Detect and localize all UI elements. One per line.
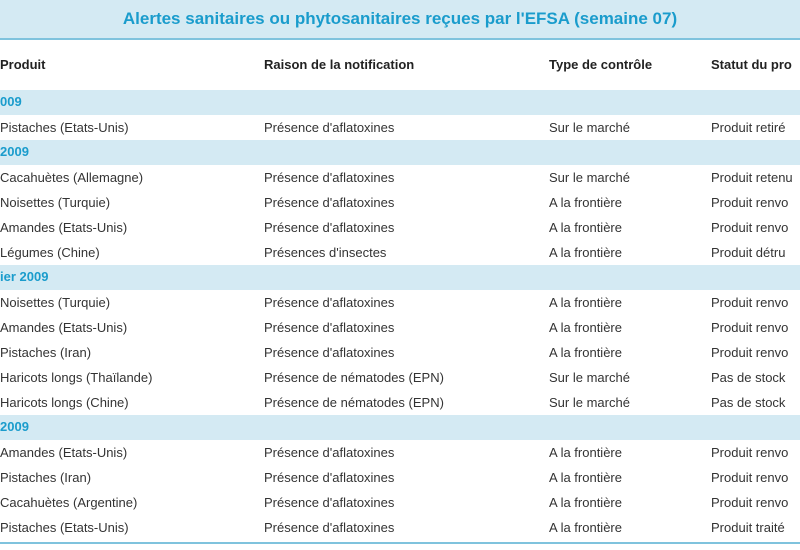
cell-produit: Pistaches (Iran) — [0, 345, 92, 360]
cell-statut: Produit renvo — [711, 195, 789, 210]
table-title — [0, 0, 800, 40]
cell-produit: Cacahuètes (Argentine) — [0, 495, 138, 510]
cell-produit: Amandes (Etats-Unis) — [0, 320, 128, 335]
section-row — [0, 140, 800, 165]
table-row — [0, 515, 800, 540]
cell-type: Sur le marché — [549, 370, 630, 385]
cell-type: A la frontière — [549, 470, 622, 485]
cell-raison: Présence d'aflatoxines — [264, 195, 395, 210]
section-row — [0, 415, 800, 440]
cell-produit: Pistaches (Iran) — [0, 470, 92, 485]
table-row — [0, 340, 800, 365]
table-row — [0, 465, 800, 490]
cell-raison: Présence d'aflatoxines — [264, 520, 395, 535]
cell-statut: Produit retiré — [711, 120, 786, 135]
section-label: 009 — [0, 94, 22, 109]
cell-raison: Présence d'aflatoxines — [264, 120, 395, 135]
table-bottom-border — [0, 542, 800, 544]
cell-produit: Cacahuètes (Allemagne) — [0, 170, 144, 185]
table-title-text: Alertes sanitaires ou phytosanitaires reçues par l'EFSA (semaine 07) — [122, 9, 678, 28]
cell-produit: Pistaches (Etats-Unis) — [0, 520, 129, 535]
cell-type: A la frontière — [549, 195, 622, 210]
header-statut: Statut du pro — [711, 57, 792, 72]
cell-raison: Présence d'aflatoxines — [264, 220, 395, 235]
cell-statut: Produit renvo — [711, 495, 789, 510]
cell-produit: Pistaches (Etats-Unis) — [0, 120, 129, 135]
section-label: ier 2009 — [0, 269, 49, 284]
cell-produit: Amandes (Etats-Unis) — [0, 445, 128, 460]
cell-raison: Présence d'aflatoxines — [264, 445, 395, 460]
cell-type: A la frontière — [549, 495, 622, 510]
cell-raison: Présence d'aflatoxines — [264, 495, 395, 510]
cell-type: A la frontière — [549, 245, 622, 260]
cell-statut: Produit traité — [711, 520, 785, 535]
cell-statut: Produit renvo — [711, 345, 789, 360]
cell-type: Sur le marché — [549, 120, 630, 135]
cell-type: A la frontière — [549, 220, 622, 235]
cell-statut: Produit renvo — [711, 295, 789, 310]
cell-raison: Présence d'aflatoxines — [264, 320, 395, 335]
table-row — [0, 190, 800, 215]
cell-statut: Produit détru — [711, 245, 786, 260]
table-row — [0, 165, 800, 190]
table-row — [0, 115, 800, 140]
cell-type: A la frontière — [549, 445, 622, 460]
cell-produit: Noisettes (Turquie) — [0, 295, 111, 310]
cell-type: Sur le marché — [549, 395, 630, 410]
cell-raison: Présence d'aflatoxines — [264, 295, 395, 310]
cell-statut: Produit retenu — [711, 170, 793, 185]
cell-type: A la frontière — [549, 320, 622, 335]
table-row — [0, 440, 800, 465]
table-row — [0, 240, 800, 265]
cell-produit: Légumes (Chine) — [0, 245, 100, 260]
table-row — [0, 290, 800, 315]
cell-statut: Pas de stock — [711, 370, 786, 385]
cell-type: A la frontière — [549, 295, 622, 310]
cell-type: A la frontière — [549, 345, 622, 360]
header-type: Type de contrôle — [549, 57, 653, 72]
cell-type: A la frontière — [549, 520, 622, 535]
cell-type: Sur le marché — [549, 170, 630, 185]
table-body — [0, 90, 800, 540]
cell-raison: Présences d'insectes — [264, 245, 387, 260]
cell-produit: Haricots longs (Chine) — [0, 395, 129, 410]
cell-raison: Présence d'aflatoxines — [264, 345, 395, 360]
table-row — [0, 215, 800, 240]
header-produit: Produit — [0, 57, 46, 72]
cell-statut: Produit renvo — [711, 220, 789, 235]
cell-statut: Produit renvo — [711, 445, 789, 460]
cell-produit: Amandes (Etats-Unis) — [0, 220, 128, 235]
header-raison: Raison de la notification — [264, 57, 415, 72]
cell-raison: Présence d'aflatoxines — [264, 170, 395, 185]
table-row — [0, 315, 800, 340]
cell-produit: Haricots longs (Thaïlande) — [0, 370, 153, 385]
table-row — [0, 365, 800, 390]
cell-statut: Produit renvo — [711, 320, 789, 335]
cell-raison: Présence d'aflatoxines — [264, 470, 395, 485]
table-header-row — [0, 40, 800, 90]
table-row — [0, 390, 800, 415]
cell-statut: Produit renvo — [711, 470, 789, 485]
section-row — [0, 265, 800, 290]
cell-statut: Pas de stock — [711, 395, 786, 410]
section-row — [0, 90, 800, 115]
section-label: 2009 — [0, 144, 29, 159]
cell-raison: Présence de nématodes (EPN) — [264, 370, 444, 385]
cell-produit: Noisettes (Turquie) — [0, 195, 111, 210]
section-label: 2009 — [0, 419, 29, 434]
table-row — [0, 490, 800, 515]
cell-raison: Présence de nématodes (EPN) — [264, 395, 444, 410]
